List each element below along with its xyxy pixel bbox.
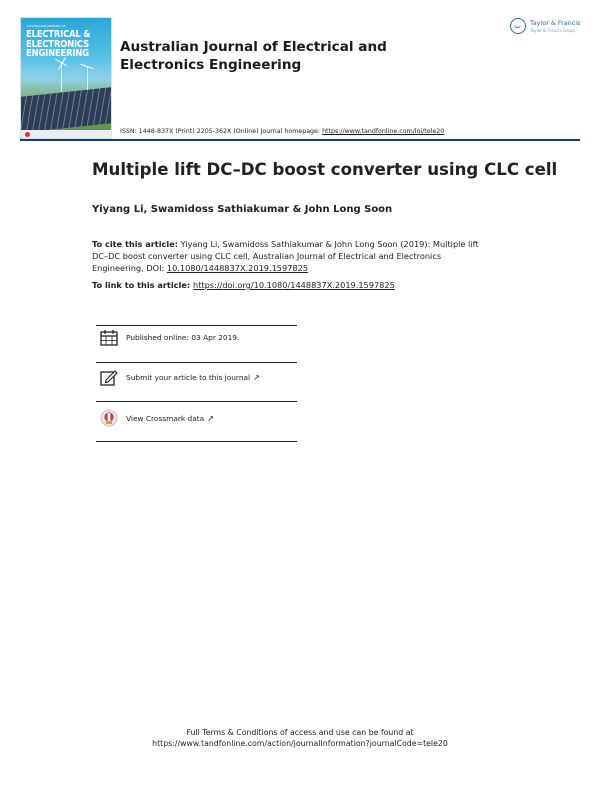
publisher-name: Taylor & Francis xyxy=(530,19,581,27)
info-divider xyxy=(96,401,297,402)
publisher-logo[interactable] xyxy=(510,17,585,41)
solar-panels xyxy=(21,87,111,132)
submit-article-link[interactable]: Submit your article to this journal xyxy=(126,372,251,382)
issn-text: ISSN: 1448-837X (Print) 2205-362X (Online) Journal homepage: xyxy=(120,128,323,135)
external-link-icon: ↗ xyxy=(253,372,260,382)
issn-line xyxy=(120,128,444,135)
wind-turbine-icon xyxy=(87,66,88,92)
citation-block xyxy=(92,238,492,274)
cite-text: Yiyang Li, Swamidoss Sathiakumar & John Long Soon (2019): Multiple lift DC–DC boost converter using CLC cell, Australian Journal of Electrical and Electronics Engineering, DOI: xyxy=(92,239,479,273)
journal-cover-image xyxy=(20,17,112,139)
cite-label: To cite this article: xyxy=(92,239,178,249)
article-title: Multiple lift DC–DC boost converter using CLC cell xyxy=(92,160,558,179)
cite-doi-link[interactable]: 10.1080/1448837X.2019.1597825 xyxy=(166,263,309,273)
article-authors: Yiyang Li, Swamidoss Sathiakumar & John Long Soon xyxy=(92,204,393,215)
info-divider xyxy=(96,362,297,363)
link-line xyxy=(92,280,395,290)
calendar-icon xyxy=(100,329,118,346)
wind-turbine-icon xyxy=(61,62,62,92)
external-link-icon: ↗ xyxy=(207,413,214,423)
footer-journal-info-link[interactable]: https://www.tandfonline.com/action/journalInformation?journalCode=tele20 xyxy=(152,739,448,748)
cover-title-text: ELECTRICAL & ELECTRONICS ENGINEERING xyxy=(26,29,91,60)
journal-title: Australian Journal of Electrical and Electronics Engineering xyxy=(120,39,387,73)
info-divider xyxy=(96,325,297,326)
footer-line-1: Full Terms & Conditions of access and use can be found at xyxy=(186,728,414,737)
crossmark-link[interactable]: View Crossmark data xyxy=(126,413,205,423)
crossmark-icon xyxy=(100,409,118,427)
link-label: To link to this article: xyxy=(92,280,193,290)
published-online-row xyxy=(100,327,239,347)
publisher-logo-icon xyxy=(510,18,526,34)
cover-small-text: AUSTRALIAN JOURNAL OF xyxy=(27,24,66,28)
terms-footer xyxy=(0,727,600,749)
crossmark-row[interactable] xyxy=(100,408,214,428)
journal-homepage-link[interactable]: https://www.tandfonline.com/loi/tele20 xyxy=(322,128,445,135)
submit-article-row[interactable] xyxy=(100,367,260,387)
publisher-mark-icon xyxy=(25,132,30,137)
edit-icon xyxy=(100,369,118,386)
header-divider xyxy=(20,139,580,141)
publisher-tagline: Taylor & Francis Group xyxy=(530,28,575,33)
info-divider xyxy=(96,441,297,442)
published-online-text: Published online: 03 Apr 2019. xyxy=(126,332,240,342)
cover-footer-strip xyxy=(21,130,111,138)
doi-link[interactable]: https://doi.org/10.1080/1448837X.2019.1597825 xyxy=(193,280,395,290)
